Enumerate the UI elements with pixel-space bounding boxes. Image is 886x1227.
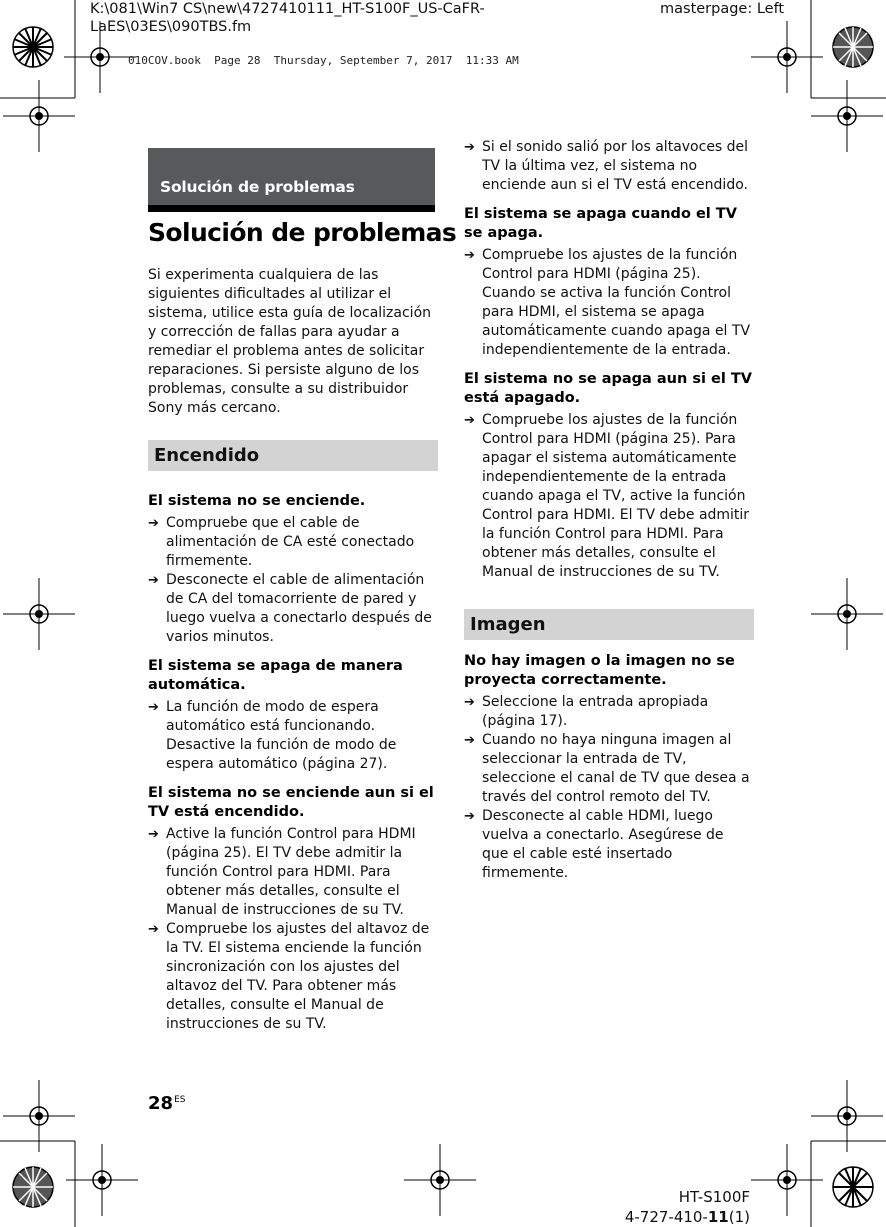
model-info <box>625 1187 750 1227</box>
solution-list <box>148 514 438 647</box>
masterpage-label: masterpage: Left <box>660 1 785 17</box>
arrow-right-icon: ➔ <box>464 695 475 710</box>
list-item: ➔ Seleccione la entrada apropiada (página 17). <box>464 694 709 729</box>
list-item: ➔ Compruebe los ajustes de la función Control para HDMI (página 25). Para apagar el sistema automáticamente independientemente de la entrada cuando apaga el TV, active la función Control para HDMI. El TV debe admitir la función Control para HDMI. Para obtener más detalles, consulte el Manual de instrucciones de su TV. <box>464 412 750 580</box>
arrow-right-icon: ➔ <box>148 700 159 715</box>
page-suffix: ES <box>174 1095 186 1105</box>
list-item: ➔ Compruebe que el cable de alimentación de CA esté conectado firmemente. <box>148 515 415 569</box>
chapter-banner-label: Solución de problemas <box>160 178 355 196</box>
file-path: K:\081\Win7 CS\new\4727410111_HT-S100F_US-CaFR-LaES\03ES\090TBS.fm <box>90 1 485 35</box>
list-item: ➔ Compruebe los ajustes del altavoz de la TV. El sistema enciende la función sincronización con los ajustes del altavoz del TV. Para obtener más detalles, consulte el Manual de instrucciones de su TV. <box>148 921 430 1032</box>
solution-list <box>148 825 438 1034</box>
list-item: ➔ Active la función Control para HDMI (página 25). El TV debe admitir la función Control para HDMI. Para obtener más detalles, consulte el Manual de instrucciones de su TV. <box>148 826 416 918</box>
right-column <box>464 138 754 883</box>
issue-title: El sistema no se apaga aun si el TV está apagado. <box>464 371 752 406</box>
solution-list <box>464 246 754 360</box>
list-item: ➔ Si el sonido salió por los altavoces del TV la última vez, el sistema no enciende aun si el TV está encendido. <box>464 139 749 193</box>
arrow-right-icon: ➔ <box>464 809 475 824</box>
issue-title: El sistema se apaga de manera automática. <box>148 658 403 693</box>
solution-list-continued <box>464 138 754 195</box>
solution-list <box>464 411 754 582</box>
arrow-right-icon: ➔ <box>148 573 159 588</box>
issue-title: No hay imagen o la imagen no se proyecta correctamente. <box>464 653 735 688</box>
list-item: ➔ Desconecte el cable de alimentación de CA del tomacorriente de pared y luego vuelva a conectarlo después de varios minutos. <box>148 572 432 645</box>
model-name: HT-S100F <box>678 1188 750 1206</box>
banner-rule <box>148 205 435 212</box>
arrow-right-icon: ➔ <box>148 827 159 842</box>
intro-paragraph: Si experimenta cualquiera de las siguientes dificultades al utilizar el sistema, utilice esta guía de localización y corrección de fallas para ayudar a remediar el problema antes de solicitar reparaciones. Si persiste alguno de los problemas, consulte a su distribuidor Sony más cercano. <box>148 267 432 416</box>
list-item: ➔ Cuando no haya ninguna imagen al seleccionar la entrada de TV, seleccione el canal de TV que desea a través del control remoto del TV. <box>464 732 750 805</box>
issue-title: El sistema no se enciende aun si el TV está encendido. <box>148 785 434 820</box>
arrow-right-icon: ➔ <box>464 413 475 428</box>
page-title: Solución de problemas <box>148 218 457 247</box>
section-heading-encendido: Encendido <box>148 440 438 471</box>
arrow-right-icon: ➔ <box>148 516 159 531</box>
arrow-right-icon: ➔ <box>148 922 159 937</box>
list-item: ➔ La función de modo de espera automático está funcionando. Desactive la función de modo de espera automático (página 27). <box>148 699 397 772</box>
arrow-right-icon: ➔ <box>464 733 475 748</box>
issue-title: El sistema no se enciende. <box>148 493 366 509</box>
page-number: $28^{ES}$ <box>148 1093 186 1114</box>
issue-title: El sistema se apaga cuando el TV se apaga. <box>464 206 737 241</box>
book-info-line: 010COV.book Page 28 Thursday, September 7, 2017 11:33 AM <box>128 54 519 67</box>
list-item: ➔ Desconecte al cable HDMI, luego vuelva a conectarlo. Asegúrese de que el cable esté insertado firmemente. <box>464 808 724 881</box>
chapter-banner <box>148 148 435 205</box>
arrow-right-icon: ➔ <box>464 248 475 263</box>
left-column <box>148 266 438 1034</box>
section-heading-imagen: Imagen <box>464 609 754 640</box>
solution-list <box>464 693 754 883</box>
part-number: 4-727-410-11(1) <box>624 1208 750 1226</box>
list-item: ➔ Compruebe los ajustes de la función Control para HDMI (página 25). Cuando se activa la función Control para HDMI, el sistema se apaga automáticamente cuando apaga el TV independientemente de la entrada. <box>464 247 751 358</box>
solution-list <box>148 698 438 774</box>
arrow-right-icon: ➔ <box>464 140 475 155</box>
